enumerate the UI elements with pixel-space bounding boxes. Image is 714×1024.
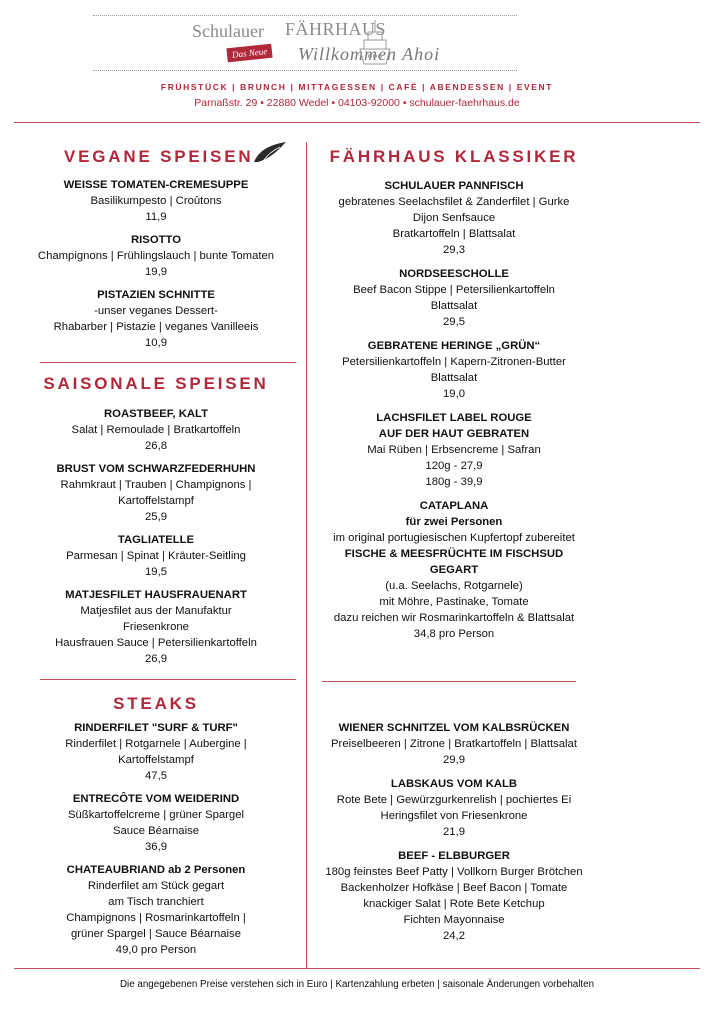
menu-item	[18, 461, 294, 525]
menu-item	[312, 776, 596, 840]
menu-item	[18, 532, 294, 580]
menu-item-desc: Sauce Béarnaise	[112, 825, 200, 837]
menu-item-name: MATJESFILET HAUSFRAUENART	[65, 589, 247, 601]
services-line: FRÜHSTÜCK | BRUNCH | MITTAGESSEN | CAFÉ | ABENDESSEN | EVENT	[160, 82, 554, 92]
menu-item-price: 19,0	[443, 388, 465, 400]
menu-item-price: 21,9	[443, 826, 465, 838]
menu-item-desc: Beef Bacon Stippe | Petersilienkartoffeln	[353, 284, 555, 296]
menu-item-name: BEEF - ELBBURGER	[398, 850, 510, 862]
logo-brand-top: Schulauer	[192, 21, 264, 41]
menu-item-name: LABSKAUS VOM KALB	[390, 778, 518, 790]
cataplana-sub: für zwei Personen	[405, 516, 503, 528]
menu-item-price: 36,9	[145, 841, 167, 853]
menu-item-desc: Rhabarber | Pistazie | veganes Vanilleeis	[53, 321, 259, 333]
menu-item-name: GEBRATENE HERINGE „GRÜN“	[367, 340, 541, 352]
menu-item-price: 49,0 pro Person	[115, 944, 197, 956]
rule-right-1	[322, 681, 576, 682]
menu-item-desc: Hausfrauen Sauce | Petersilienkartoffeln	[55, 637, 257, 649]
menu-item-name-2: AUF DER HAUT GEBRATEN	[378, 428, 530, 440]
menu-item	[312, 720, 596, 768]
menu-item-desc: Backenholzer Hofkäse | Beef Bacon | Tomate	[340, 882, 568, 894]
menu-item-name: PISTAZIEN SCHNITTE	[97, 289, 215, 301]
menu-item-desc: Rote Bete | Gewürzgurkenrelish | pochiertes Ei	[336, 794, 572, 806]
header-dotted-rule-top	[93, 15, 517, 16]
section-title-steaks: STEAKS	[113, 694, 199, 713]
address-line: Parnaßstr. 29 • 22880 Wedel • 04103-92000 • schulauer-faehrhaus.de	[194, 97, 520, 109]
section-more	[312, 720, 596, 944]
menu-item-desc: Matjesfilet aus der Manufaktur	[80, 605, 232, 617]
menu-item-price: 47,5	[145, 770, 167, 782]
section-title-classics: FÄHRHAUS KLASSIKER	[329, 147, 579, 166]
menu-item-desc: Rinderfilet | Rotgarnele | Aubergine |	[65, 738, 247, 750]
cataplana-name: CATAPLANA	[419, 500, 489, 512]
menu-item-name: ENTRECÔTE VOM WEIDERIND	[72, 793, 240, 805]
menu-item	[312, 848, 596, 944]
menu-item	[18, 720, 294, 784]
menu-item	[18, 287, 294, 351]
section-classics	[312, 146, 596, 642]
menu-item-price: 24,2	[443, 930, 465, 942]
menu-item-desc: Rahmkraut | Trauben | Champignons |	[60, 479, 252, 491]
header-dotted-rule-bottom	[93, 70, 517, 71]
rule-left-2	[40, 679, 296, 680]
menu-item-cataplana	[312, 498, 596, 642]
menu-item-price: 26,9	[145, 653, 167, 665]
menu-item-desc: Preiselbeeren | Zitrone | Bratkartoffeln | Blattsalat	[331, 738, 577, 750]
logo-brand-name: FÄHRHAUS	[285, 19, 387, 39]
menu-item-price: 29,9	[443, 754, 465, 766]
logo-script: Willkommen Ahoi	[298, 44, 441, 64]
menu-item-name: WEISSE TOMATEN-CREMESUPPE	[63, 179, 249, 191]
cataplana-desc-3: dazu reichen wir Rosmarinkartoffeln & Blattsalat	[333, 612, 575, 624]
menu-item	[18, 177, 294, 225]
menu-item-price: 29,5	[443, 316, 465, 328]
menu-item-desc: Champignons | Rosmarinkartoffeln |	[66, 912, 246, 924]
menu-item-desc: 180g feinstes Beef Patty | Vollkorn Burger Brötchen	[325, 866, 583, 878]
menu-item-name: WIENER SCHNITZEL VOM KALBSRÜCKEN	[338, 722, 570, 734]
menu-item	[18, 587, 294, 667]
menu-item-desc: Kartoffelstampf	[118, 495, 194, 507]
menu-item-desc: Bratkartoffeln | Blattsalat	[392, 228, 516, 240]
menu-item-desc: Süßkartoffelcreme | grüner Spargel	[67, 809, 245, 821]
menu-item-name: LACHSFILET LABEL ROUGE	[376, 412, 532, 424]
rule-left-1	[40, 362, 296, 363]
section-title-vegan: VEGANE SPEISEN	[64, 147, 254, 166]
menu-item-desc: Kartoffelstampf	[118, 754, 194, 766]
menu-item-name: ROASTBEEF, KALT	[104, 408, 208, 420]
menu-item-desc: knackiger Salat | Rote Bete Ketchup	[363, 898, 545, 910]
menu-item-desc: Basilikumpesto | Croûtons	[90, 195, 222, 207]
menu-item	[312, 338, 596, 402]
menu-item	[18, 232, 294, 280]
cataplana-desc-2: mit Möhre, Pastinake, Tomate	[379, 596, 529, 608]
menu-item-name: RISOTTO	[130, 234, 181, 246]
cataplana-name2b: GEGART	[429, 564, 479, 576]
menu-item	[18, 406, 294, 454]
menu-item-desc: Dijon Senfsauce	[412, 212, 496, 224]
menu-item	[18, 862, 294, 958]
menu-item-desc: Salat | Remoulade | Bratkartoffeln	[71, 424, 241, 436]
menu-item-price: 29,3	[443, 244, 465, 256]
menu-item	[312, 178, 596, 258]
leaf-icon	[250, 138, 290, 166]
menu-item-desc: Petersilienkartoffeln | Kapern-Zitronen-Butter	[342, 356, 566, 368]
menu-item-desc: -unser veganes Dessert-	[94, 305, 218, 317]
column-divider	[306, 142, 307, 968]
menu-item-desc: Blattsalat	[430, 372, 478, 384]
menu-item-price: 19,5	[145, 566, 167, 578]
menu-item-desc: grüner Spargel | Sauce Béarnaise	[71, 928, 241, 940]
section-vegan	[18, 146, 294, 351]
menu-item-price: 11,9	[145, 211, 167, 223]
ship-icon	[358, 18, 392, 68]
menu-item-desc: Rinderfilet am Stück gegart	[87, 880, 225, 892]
cataplana-price: 34,8 pro Person	[413, 628, 495, 640]
menu-item-desc: am Tisch tranchiert	[108, 896, 204, 908]
menu-item-desc: Blattsalat	[430, 300, 478, 312]
menu-item-desc: gebratenes Seelachsfilet & Zanderfilet | Gurke	[338, 196, 570, 208]
top-rule	[14, 122, 700, 123]
footer-note: Die angegebenen Preise verstehen sich in Euro | Kartenzahlung erbeten | saisonale Änderungen vorbehalten	[119, 979, 595, 990]
menu-item	[18, 791, 294, 855]
menu-item-desc: 120g - 27,9	[425, 460, 483, 472]
cataplana-line1: im original portugiesischen Kupfertopf zubereitet	[333, 532, 575, 544]
menu-item-desc: Parmesan | Spinat | Kräuter-Seitling	[66, 550, 246, 562]
bottom-rule	[14, 968, 700, 969]
menu-item-desc: Mai Rüben | Erbsencreme | Safran	[367, 444, 541, 456]
menu-item-desc: 180g - 39,9	[425, 476, 483, 488]
menu-item-name: CHATEAUBRIAND ab 2 Personen	[66, 864, 246, 876]
menu-item-desc: Friesenkrone	[123, 621, 189, 633]
menu-item-name: NORDSEESCHOLLE	[399, 268, 509, 280]
menu-item-desc: Fichten Mayonnaise	[403, 914, 505, 926]
menu-item-name: RINDERFILET "SURF & TURF"	[74, 722, 238, 734]
logo-badge: Das Neue	[226, 44, 272, 63]
menu-item-desc: Heringsfilet von Friesenkrone	[380, 810, 528, 822]
menu-item-price: 25,9	[145, 511, 167, 523]
menu-item-price: 10,9	[145, 337, 167, 349]
section-title-seasonal: SAISONALE SPEISEN	[43, 374, 269, 393]
section-seasonal	[18, 373, 294, 667]
menu-item-name: BRUST VOM SCHWARZFEDERHUHN	[56, 463, 256, 475]
menu-item-name: TAGLIATELLE	[117, 534, 195, 546]
menu-item-desc: Champignons | Frühlingslauch | bunte Tomaten	[37, 250, 275, 262]
section-steaks	[18, 693, 294, 958]
menu-item	[312, 266, 596, 330]
menu-item-price: 26,8	[145, 440, 167, 452]
logo	[180, 18, 480, 72]
cataplana-name2a: FISCHE & MEESFRÜCHTE IM FISCHSUD	[344, 548, 564, 560]
menu-item	[312, 410, 596, 490]
menu-item-price: 19,9	[145, 266, 167, 278]
menu-item-name: SCHULAUER PANNFISCH	[384, 180, 524, 192]
cataplana-desc-1: (u.a. Seelachs, Rotgarnele)	[385, 580, 523, 592]
